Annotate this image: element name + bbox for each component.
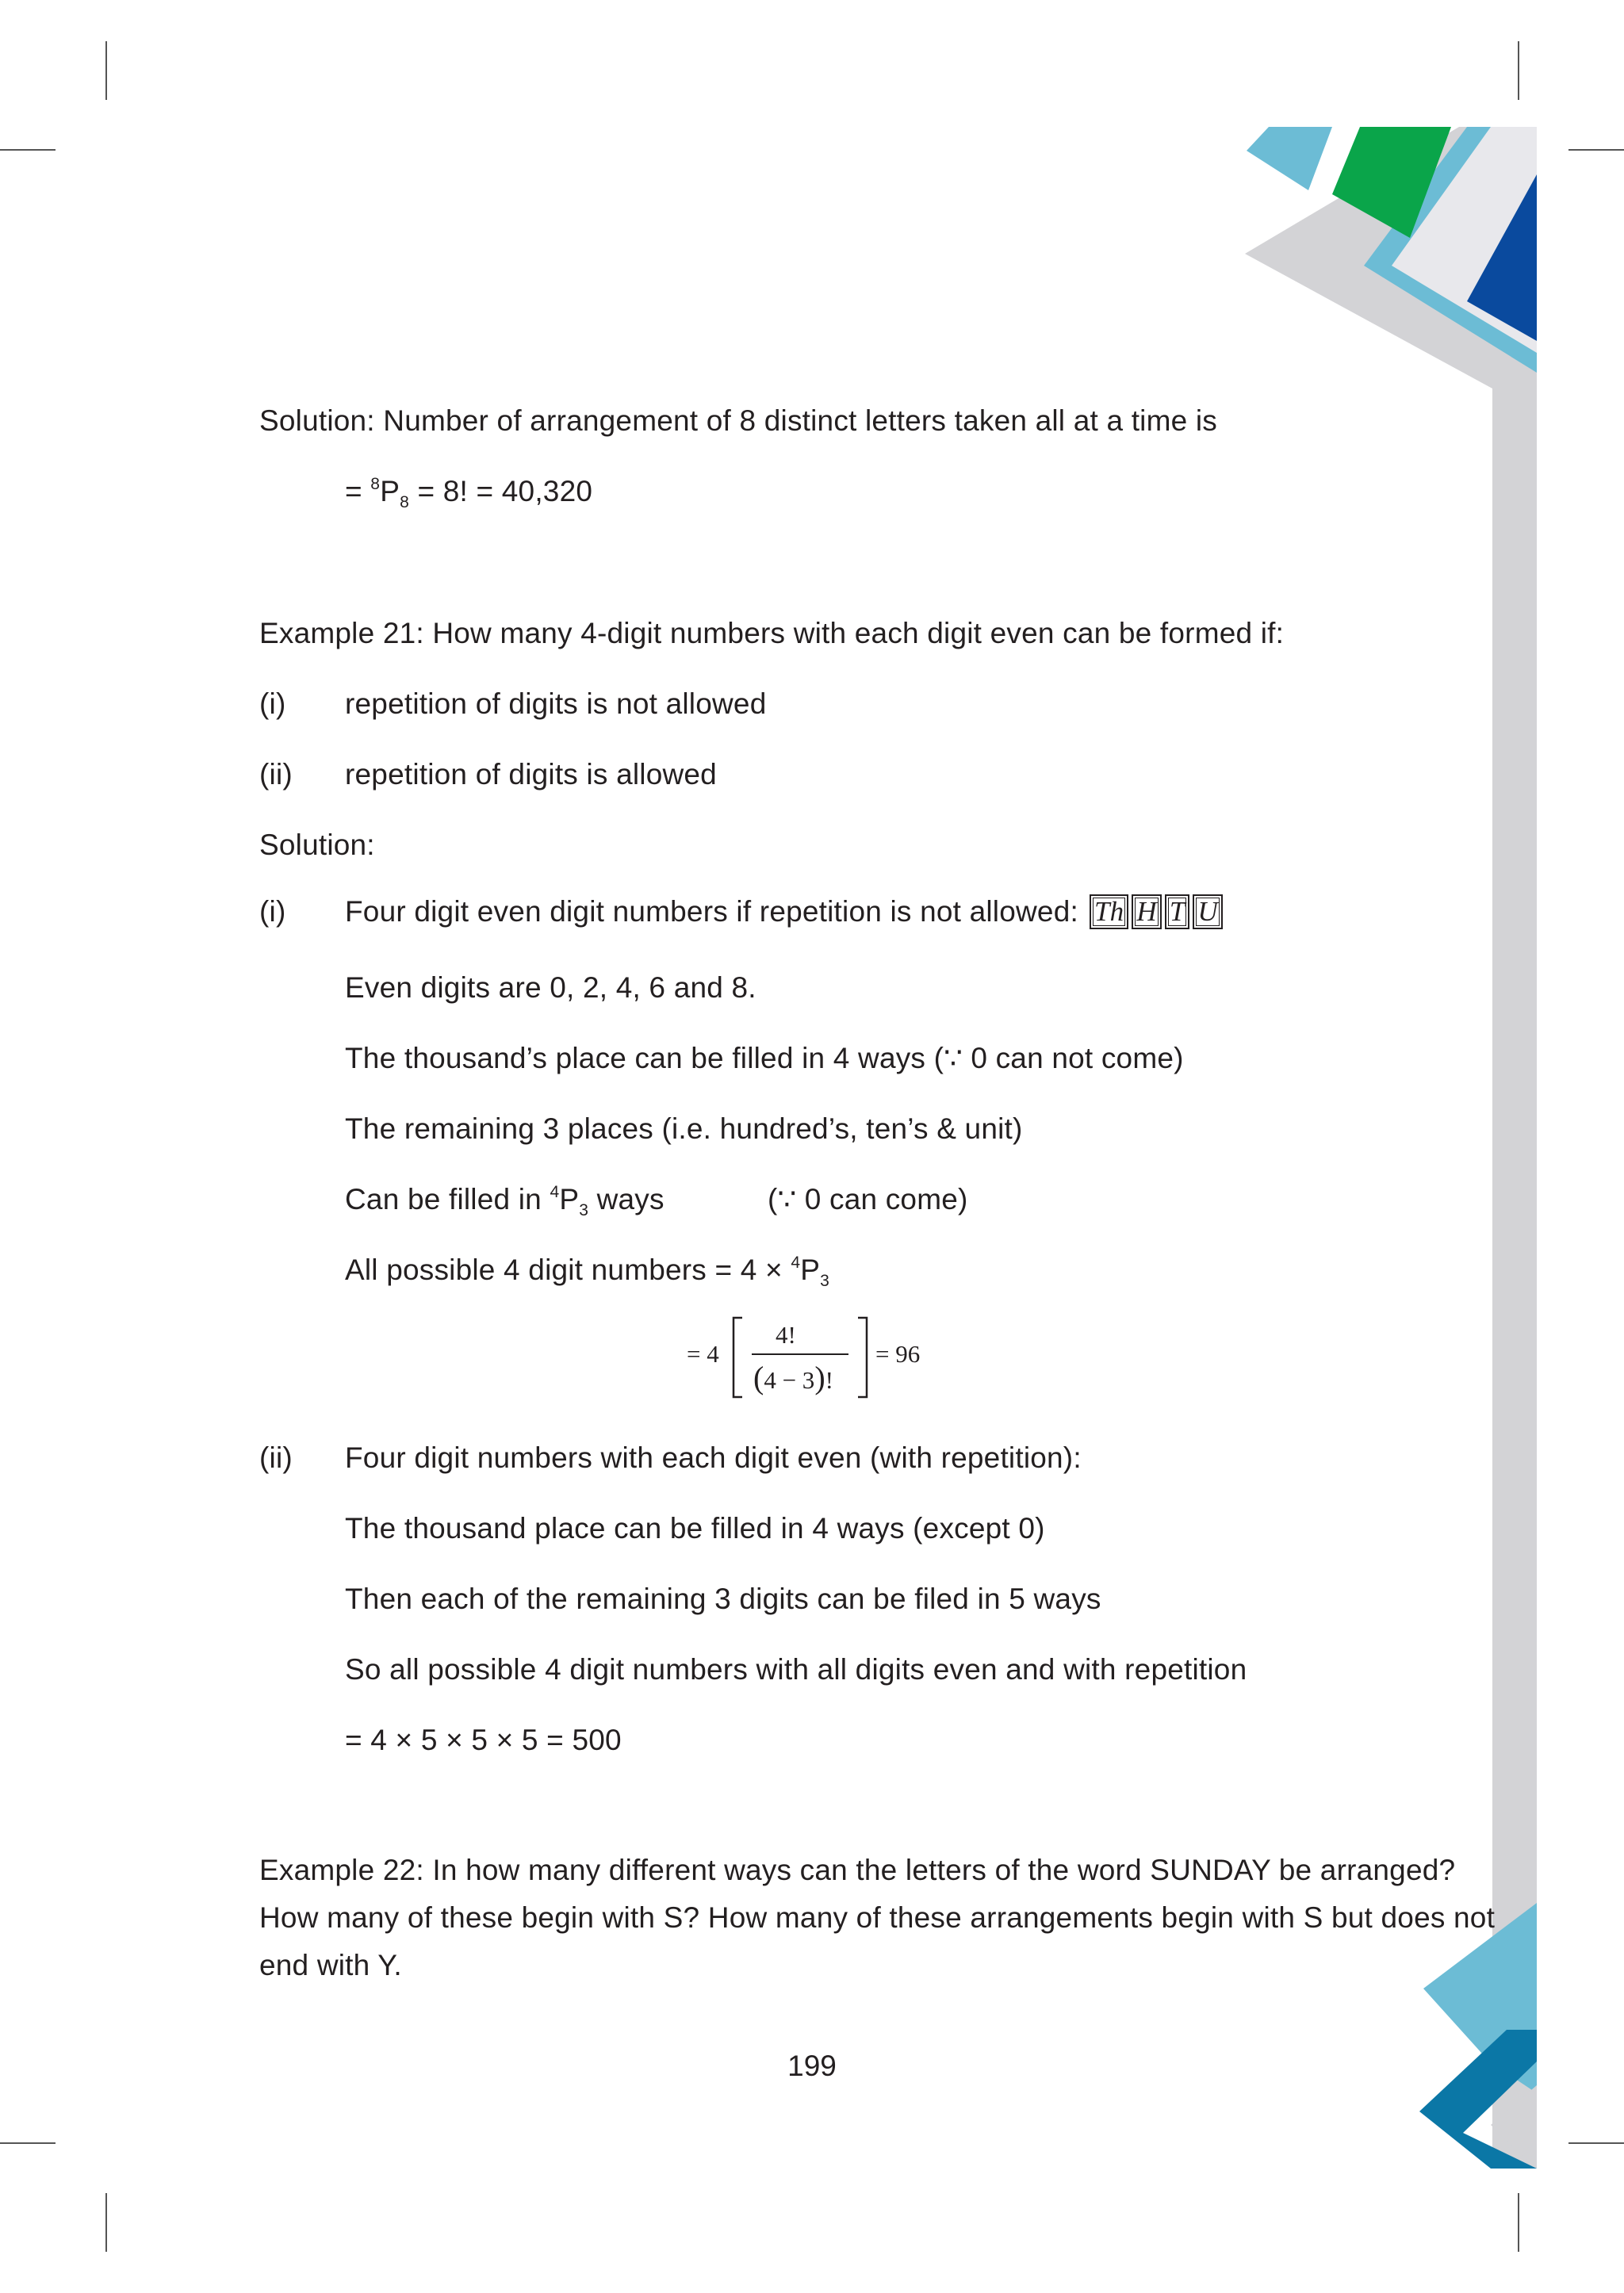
list-item-marker: (i) bbox=[259, 687, 286, 720]
solution-statement: Solution: Number of arrangement of 8 distinct letters taken all at a time is bbox=[259, 404, 1217, 437]
place-value-boxes bbox=[1090, 894, 1223, 929]
line5-text: All possible 4 digit numbers = 4 × bbox=[345, 1254, 791, 1286]
part-i-line: Even digits are 0, 2, 4, 6 and 8. bbox=[345, 971, 756, 1004]
part-ii-line: Then each of the remaining 3 digits can be filed in 5 ways bbox=[345, 1583, 1101, 1615]
fraction-bar bbox=[752, 1353, 848, 1355]
eq-prefix: = bbox=[345, 475, 371, 507]
line4-sub: 3 bbox=[579, 1201, 589, 1219]
eq-p: P bbox=[380, 475, 400, 507]
line5-sub: 3 bbox=[820, 1272, 829, 1290]
eq-sup: 8 bbox=[370, 475, 381, 493]
part-i-marker: (i) bbox=[259, 895, 286, 928]
deco-light-blue-top bbox=[1247, 127, 1332, 190]
line5-sup: 4 bbox=[791, 1254, 801, 1272]
formula-denominator bbox=[753, 1359, 833, 1396]
side-stripe bbox=[1492, 373, 1537, 2169]
line4-sup: 4 bbox=[550, 1183, 560, 1201]
place-box-units: U bbox=[1193, 894, 1222, 929]
line5-p: P bbox=[800, 1254, 821, 1286]
list-item-text: repetition of digits is allowed bbox=[345, 758, 717, 790]
part-i-line bbox=[345, 1181, 665, 1218]
place-box-hundreds: H bbox=[1132, 894, 1161, 929]
part-ii-marker: (ii) bbox=[259, 1441, 293, 1474]
part-ii-result: = 4 × 5 × 5 × 5 = 500 bbox=[345, 1724, 622, 1756]
part-i-line: The remaining 3 places (i.e. hundred’s, ten’s & unit) bbox=[345, 1112, 1023, 1145]
line4-p: P bbox=[559, 1183, 580, 1215]
eq-sub: 8 bbox=[400, 493, 409, 511]
example-22-question: Example 22: In how many different ways can the letters of the word SUNDAY be arranged? How many of these begin with S? How many of these arrangements begin with S but does not end with Y. bbox=[259, 1854, 1496, 1981]
formula-result: = 96 bbox=[875, 1340, 921, 1368]
part-ii-line: So all possible 4 digit numbers with all digits even and with repetition bbox=[345, 1653, 1247, 1686]
part-i-heading bbox=[345, 894, 1223, 931]
eq-rest: = 8! = 40,320 bbox=[408, 475, 593, 507]
line4-text: Can be filled in bbox=[345, 1183, 550, 1215]
part-ii-heading: Four digit numbers with each digit even (with repetition): bbox=[345, 1441, 1082, 1474]
formula-numerator: 4! bbox=[776, 1321, 796, 1349]
left-bracket bbox=[731, 1316, 744, 1399]
list-item-marker: (ii) bbox=[259, 758, 293, 790]
den-close-paren: ) bbox=[814, 1360, 825, 1395]
page-number: 199 bbox=[787, 2050, 837, 2082]
line4-ways: ways bbox=[588, 1183, 665, 1215]
part-i-heading-text: Four digit even digit numbers if repetition is not allowed: bbox=[345, 895, 1078, 928]
den-open-paren: ( bbox=[753, 1360, 764, 1395]
solution-label: Solution: bbox=[259, 829, 375, 861]
example-21-question: Example 21: How many 4-digit numbers with each digit even can be formed if: bbox=[259, 617, 1285, 649]
list-item-text: repetition of digits is not allowed bbox=[345, 687, 767, 720]
right-bracket bbox=[856, 1316, 869, 1399]
part-i-line: The thousand’s place can be filled in 4 ways (∵ 0 can not come) bbox=[345, 1042, 1184, 1074]
place-box-tens: T bbox=[1165, 894, 1190, 929]
solution-equation bbox=[345, 473, 592, 510]
part-ii-line: The thousand place can be filled in 4 ways (except 0) bbox=[345, 1512, 1045, 1545]
den-inner: 4 − 3 bbox=[764, 1366, 815, 1394]
part-i-note: (∵ 0 can come) bbox=[768, 1183, 968, 1215]
den-factorial: ! bbox=[825, 1366, 833, 1394]
part-i-line bbox=[345, 1252, 829, 1288]
place-box-thousands: Th bbox=[1090, 894, 1128, 929]
formula-lead: = 4 bbox=[687, 1340, 719, 1368]
